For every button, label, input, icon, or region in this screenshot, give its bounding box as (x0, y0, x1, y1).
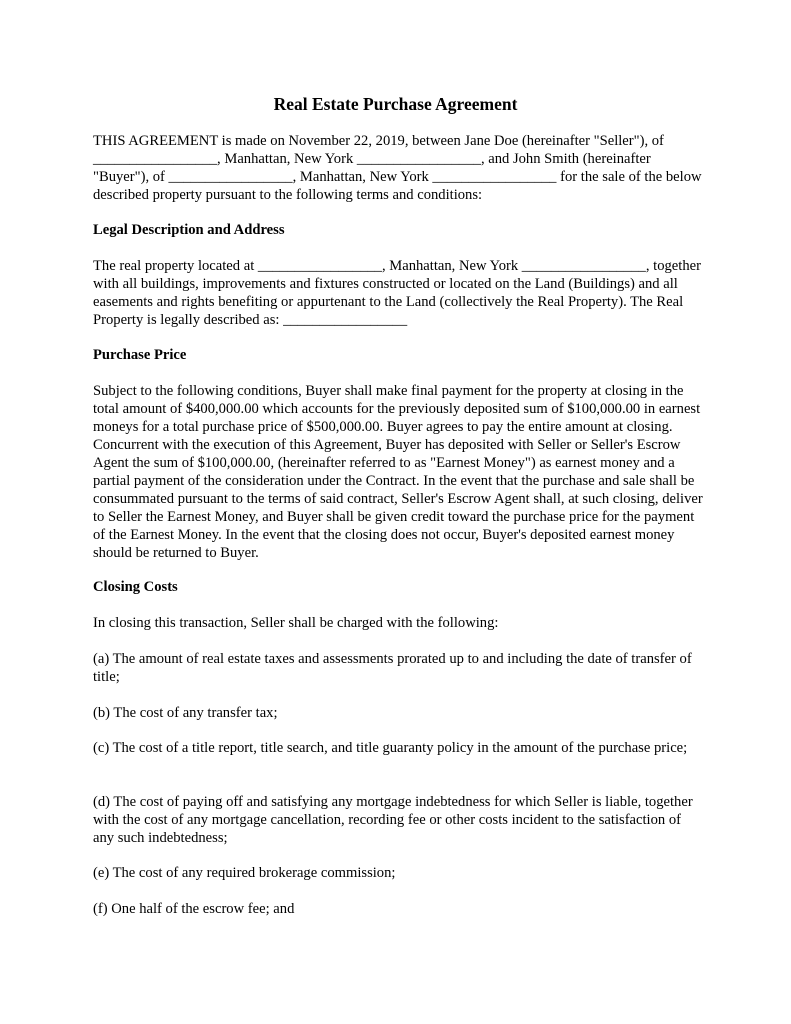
section-heading-legal: Legal Description and Address (93, 222, 285, 238)
legal-description-paragraph: The real property located at _________________, Manhattan, New York _________________, together with all buildings, improvements and fixtures constructed or located on the Land (Buildings) and all easements and rights benefiting or appurtenant to the Land (collectively the Real Property). The Real Property is legally described as: _________________ (93, 258, 701, 328)
closing-item-f: (f) One half of the escrow fee; and (93, 901, 295, 917)
purchase-price-paragraph: Subject to the following conditions, Buyer shall make final payment for the property at closing in the total amount of $400,000.00 which accounts for the previously deposited sum of $100,000.00 in earnest moneys for a total purchase price of $500,000.00. Buyer agrees to pay the entire amount at closing. Concurrent with the execution of this Agreement, Buyer has deposited with Seller or Seller's Escrow Agent the sum of $100,000.00, (hereinafter referred to as "Earnest Money") as earnest money and a partial payment of the consideration under the Contract. In the event that the purchase and sale shall be consummated pursuant to the terms of said contract, Seller's Escrow Agent shall, at such closing, deliver to Seller the Earnest Money, and Buyer shall be given credit toward the purchase price for the payment of the Earnest Money. In the event that the closing does not occur, Buyer's deposited earnest money should be returned to Buyer. (93, 383, 703, 561)
section-heading-price: Purchase Price (93, 347, 187, 363)
closing-intro-paragraph: In closing this transaction, Seller shall be charged with the following: (93, 615, 499, 631)
document-title: Real Estate Purchase Agreement (273, 94, 518, 114)
section-heading-closing: Closing Costs (93, 579, 178, 595)
closing-item-b: (b) The cost of any transfer tax; (93, 705, 278, 721)
closing-item-e: (e) The cost of any required brokerage commission; (93, 865, 396, 881)
closing-item-a: (a) The amount of real estate taxes and assessments prorated up to and including the date of transfer of title; (93, 651, 692, 685)
intro-paragraph: THIS AGREEMENT is made on November 22, 2019, between Jane Doe (hereinafter "Seller"), of _________________, Manhattan, New York _________________, and John Smith (hereinafter "Buyer"), of _________________, Manhattan, New York _________________ for the sale of the below described property pursuant to the following terms and conditions: (93, 133, 702, 203)
closing-item-c: (c) The cost of a title report, title search, and title guaranty policy in the amount of the purchase price; (93, 740, 688, 756)
closing-item-d: (d) The cost of paying off and satisfying any mortgage indebtedness for which Seller is liable, together with the cost of any mortgage cancellation, recording fee or other costs incident to the satisfaction of any such indebtedness; (93, 794, 693, 846)
